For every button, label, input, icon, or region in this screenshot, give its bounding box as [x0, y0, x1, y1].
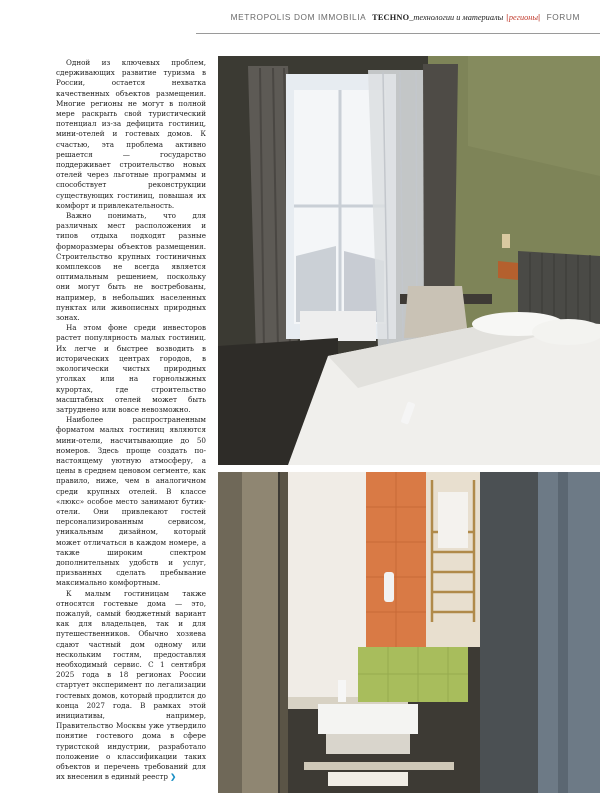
bathroom-illustration [218, 472, 600, 793]
hotel-room-photo [218, 56, 600, 465]
forum-label: FORUM [546, 12, 580, 22]
end-mark-icon: ❯ [170, 772, 177, 782]
section-tag: регионы [508, 13, 538, 22]
header-rule [196, 33, 600, 34]
paragraph-3: На этом фоне среди инвесторов растет популярность малых гостиниц. Их легче и быстрее возводить в исторических центрах городов, в экологически чистых природных уголках или на горнолыжных курортах, где строительство масштабных отелей может быть затруднено или вовсе невозможно. [56, 323, 206, 414]
separator-right: | [538, 12, 541, 22]
magazine-name: METROPOLIS DOM IMMOBILIA [230, 12, 367, 22]
paragraph-1: Одной из ключевых проблем, сдерживающих развитие туризма в России, остается нехватка качественных объектов размещения. Многие регионы не могут в полной мере раскрыть свой туристический потенциал из-за дефицита гостиниц, мини-отелей и гостевых домов. К счастью, эта проблема активно решается — государство поддерживает строительство новых отелей через льготные программы и способствует реконструкции существующих гостиниц, повышая их комфорт и привлекательность. [56, 58, 206, 210]
separator-left: | [506, 12, 509, 22]
section-name: TECHNO [372, 13, 410, 22]
page-header [0, 0, 600, 34]
paragraph-2: Важно понимать, что для различных мест расположения и типов отдыха подходят разные форморазмеры объектов размещения. Строительство крупных гостиничных комплексов не всегда является оптимальным решением, поскольку они могут быть не востребованы, например, в небольших населенных пунктах или живописных природных зонах. [56, 211, 206, 323]
paragraph-5-text: К малым гостиницам также относятся гостевые дома — это, пожалуй, самый бюджетный вариант как для владельцев, так и для путешественников. Обычно хозяева сдают частный дом одному или нескольким гостям, предоставляя необходимый сервис. С 1 сентября 2025 года в 18 регионах России стартует эксперимент по легализации гостевых домов, который продлится до конца 2027 года. В рамках этой инициативы, например, Правительство Москвы уже утвердило понятие гостевого дома в сфере туристской индустрии, разработало положение о классификации таких объектов и перечень требований для их внесения в единый реестр [56, 588, 206, 782]
subsection-name: _технологии и материалы [409, 13, 504, 22]
running-head [231, 12, 580, 22]
paragraph-4: Наиболее распространенным форматом малых гостиниц являются мини-отели, насчитывающие до 50 номеров. Здесь проще создать по-настоящему уютную атмосферу, а цены в среднем ценовом сегменте, как правило, ниже, чем в аналогичном среди крупных отелей. В классе «люкс» особое место занимают бутик-отели. Они привлекают гостей персонализированным сервисом, уникальным дизайном, который может отличаться в каждом номере, а также широким спектром дополнительных удобств и услуг, призванных сделать пребывание максимально комфортным. [56, 415, 206, 588]
bathroom-photo [218, 472, 600, 793]
hotel-room-illustration [218, 56, 600, 465]
paragraph-5 [56, 589, 206, 783]
article-column [56, 58, 206, 782]
